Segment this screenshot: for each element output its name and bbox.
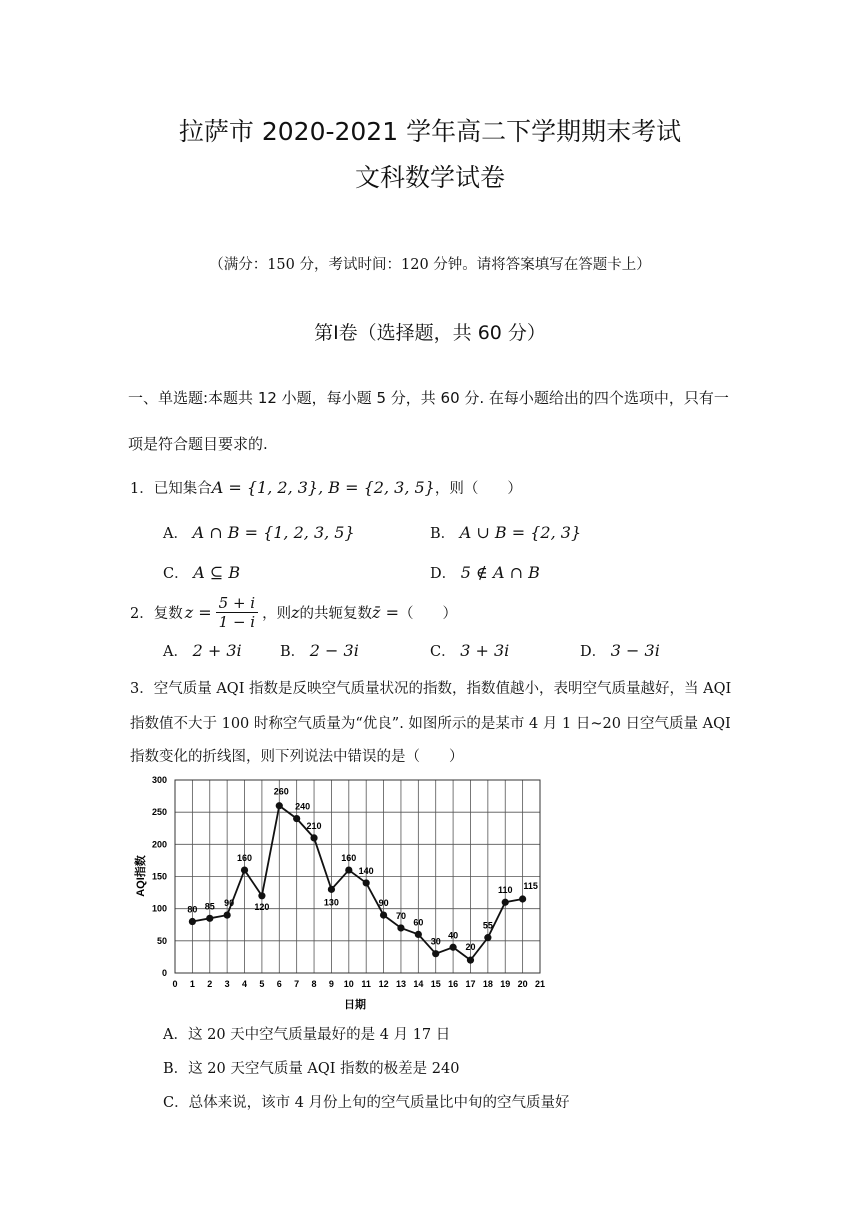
x-tick-label: 16 [448,979,459,989]
q2-fraction [216,594,258,631]
q2-stem-mid: ，则 [262,605,292,622]
option-label: A． [163,644,188,660]
data-label: 55 [482,920,493,931]
option-text: A ∩ B = {1, 2, 3, 5} [192,523,355,542]
y-tick-label: 200 [151,839,167,850]
x-tick-label: 12 [378,979,389,989]
x-tick-label: 8 [311,979,317,989]
chart-data-labels [187,787,538,952]
series-line [192,806,522,960]
q1-stem-prefix: 1．已知集合 [130,481,212,497]
y-tick-label: 250 [151,807,167,818]
q2-stem-prefix: 2．复数 [130,605,183,622]
option-text: A ⊆ B [193,563,241,582]
y-tick-label: 50 [156,935,167,946]
data-point [519,895,526,902]
data-label: 85 [204,901,215,912]
data-point [484,934,491,941]
option-text: 这 20 天空气质量 AQI 指数的极差是 240 [188,1061,460,1077]
x-tick-label: 1 [189,979,195,989]
exam-note: （满分：150 分，考试时间：120 分钟。请将答案填写在答题卡上） [209,257,651,273]
x-tick-label: 21 [534,979,546,989]
data-label: 160 [341,853,357,864]
data-point [467,957,474,964]
option-label: A． [163,526,188,542]
option-label: B． [280,644,306,660]
x-tick-label: 4 [242,979,248,989]
data-label: 30 [430,936,441,947]
option-text: 3 + 3i [460,641,510,660]
data-label: 240 [295,801,311,812]
option-label: A． [163,1027,188,1043]
data-label: 210 [306,820,322,831]
data-point [345,866,352,873]
q1-option-b [430,522,581,543]
x-tick-label: 0 [172,979,178,989]
data-point [380,912,387,919]
x-tick-label: 14 [413,979,424,989]
q2-option-b [280,640,359,661]
option-text: 2 − 3i [309,641,359,660]
data-label: 90 [378,898,389,909]
option-label: C． [430,644,456,660]
x-tick-label: 13 [395,979,406,989]
q2-option-d [580,640,660,661]
option-text: A ∪ B = {2, 3} [459,523,582,542]
data-label: 70 [395,910,406,921]
q2-denominator: 1 − i [218,612,256,631]
y-tick-label: 100 [151,903,167,914]
x-tick-label: 15 [430,979,441,989]
data-point [293,815,300,822]
data-point [276,802,283,809]
option-label: C． [163,1095,189,1111]
data-point [189,918,196,925]
part-title: 第Ⅰ卷（选择题，共 60 分） [314,322,546,344]
data-point [415,931,422,938]
q2-option-c [430,640,509,661]
q2-option-a [163,640,242,661]
x-tick-label: 18 [482,979,493,989]
data-point [397,924,404,931]
option-text: 5 ∉ A ∩ B [460,563,540,582]
q2-stem-mid2: 的共轭复数 [299,605,373,622]
data-point [432,950,439,957]
q3-option-a [163,1023,450,1044]
exam-title-line1: 拉萨市 2020-2021 学年高二下学期期末考试 [178,117,682,146]
q2-stem-suffix: （ ） [398,605,457,622]
data-label: 260 [273,786,289,797]
y-tick-label: 150 [151,871,167,882]
data-label: 60 [413,917,424,928]
data-label: 20 [465,942,476,953]
x-axis-label: 日期 [344,999,366,1011]
data-point [328,886,335,893]
x-tick-label: 5 [259,979,265,989]
data-label: 140 [358,865,374,876]
q2-zbar: z̄ = [372,602,399,622]
q1-stem-math: A = {1, 2, 3}, B = {2, 3, 5} [211,478,435,497]
q1-stem-suffix: ，则（ ） [434,481,522,497]
data-label: 110 [497,885,513,896]
option-text: 总体来说，该市 4 月份上旬的空气质量比中旬的空气质量好 [188,1095,570,1111]
option-label: B． [430,526,456,542]
x-tick-label: 20 [517,979,528,989]
section-heading-line2: 项是符合题目要求的. [128,435,268,453]
data-label: 160 [237,853,253,864]
option-label: B． [163,1061,189,1077]
q3-line3: 指数变化的折线图，则下列说法中错误的是（ ） [130,749,464,765]
data-point [241,866,248,873]
y-tick-label: 0 [161,968,167,978]
aqi-line-chart [130,768,550,1018]
q1-stem [130,477,522,498]
data-label: 115 [523,881,538,892]
x-tick-label: 7 [294,979,300,989]
data-label: 90 [224,898,235,909]
data-label: 80 [187,904,198,915]
y-tick-label: 300 [151,775,167,785]
x-tick-label: 11 [361,979,371,989]
data-label: 120 [254,901,270,912]
option-text: 这 20 天中空气质量最好的是 4 月 17 日 [187,1027,451,1043]
q3-line1: 3．空气质量 AQI 指数是反映空气质量状况的指数，指数值越小，表明空气质量越好，当 AQI [130,681,732,697]
option-text: 2 + 3i [192,641,242,660]
option-text: 3 − 3i [610,641,660,660]
data-point [502,899,509,906]
q3-option-c [163,1091,570,1112]
x-tick-label: 6 [276,979,282,989]
q3-line2: 指数值不大于 100 时称空气质量为“优良”. 如图所示的是某市 4 月 1 日~20 日空气质量 AQI [130,716,731,732]
q2-z-eq: z = [184,602,212,622]
data-point [310,834,317,841]
x-tick-label: 17 [465,979,476,989]
q2-numerator: 5 + i [218,593,256,612]
x-tick-label: 9 [328,979,334,989]
data-label: 40 [448,930,459,941]
q1-option-a [163,522,355,543]
x-tick-label: 3 [224,979,230,989]
q1-option-c [163,562,240,583]
data-point [449,944,456,951]
data-point [206,915,213,922]
q3-option-b [163,1057,459,1078]
x-tick-label: 19 [500,979,511,989]
data-point [363,879,370,886]
data-label: 130 [323,897,339,908]
y-axis-label: AQI指数 [135,855,147,897]
q1-option-d [430,562,540,583]
x-tick-label: 2 [207,979,213,989]
x-tick-label: 10 [343,979,354,989]
exam-title-line2: 文科数学试卷 [354,163,505,192]
data-point [258,892,265,899]
data-point [224,912,231,919]
option-label: D． [430,566,457,582]
chart-series [189,802,526,964]
section-heading-line1: 一、单选题:本题共 12 小题，每小题 5 分，共 60 分. 在每小题给出的四个选项中，只有一 [128,389,729,407]
q2-z-var: z [291,602,300,622]
option-label: C． [163,566,189,582]
option-label: D． [580,644,607,660]
q2-stem [130,590,457,634]
